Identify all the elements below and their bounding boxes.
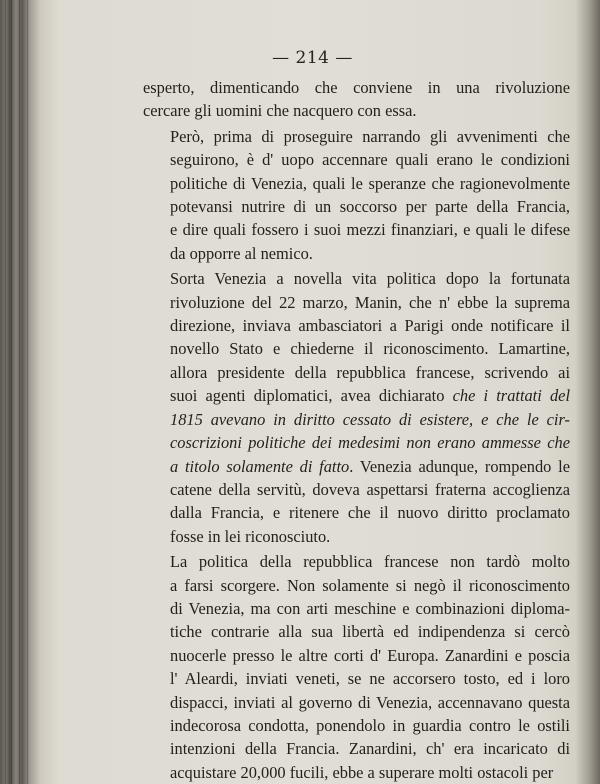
text-line: [143, 99, 570, 122]
text-run: catene della servitù, doveva aspettarsi fraterna accoglienza: [170, 479, 570, 499]
text-run: novello Stato e chiederne il riconoscimento. Lamartine,: [170, 339, 570, 359]
text-line: [143, 714, 570, 737]
text-line: [143, 148, 570, 171]
spine-shadow-line: [27, 0, 28, 784]
text-run: . Venezia adunque, rompendo le: [349, 456, 570, 476]
text-run: Però, prima di proseguire narrando gli avvenimenti che: [170, 126, 570, 146]
text-run: tiche contrarie alla sua libertà ed indipendenza si cercò: [170, 622, 570, 642]
page-number: — 214 —: [272, 48, 353, 68]
text-run: di Venezia, ma con arti meschine e combinazioni diploma-: [170, 598, 570, 618]
text-run: cercare gli uomini che nacquero con essa.: [143, 101, 417, 121]
text-line: [143, 172, 570, 195]
text-run: dispacci, inviati al governo di Venezia, accennavano questa: [170, 692, 570, 712]
text-run: indecorosa condotta, ponendolo in guardia contro le ostili: [170, 715, 570, 735]
text-run: da opporre al nemico.: [170, 243, 313, 263]
book-page: [40, 0, 585, 784]
italic-text-run: a titolo solamente di fatto: [170, 456, 350, 476]
text-run: allora presidente della repubblica francese, scrivendo ai: [170, 362, 570, 382]
text-run: acquistare 20,000 fucili, ebbe a superare molti ostacoli per: [170, 762, 554, 782]
text-line: [143, 384, 570, 407]
text-line: [143, 431, 570, 454]
text-line: [143, 525, 570, 548]
paragraph: [143, 125, 570, 265]
text-run: a farsi scorgere. Non solamente si negò il riconoscimento: [170, 575, 570, 595]
text-run: l' Aleardi, inviati veneti, se ne accorsero tosto, ed i loro: [170, 669, 570, 689]
text-run: e dire quali fossero i suoi mezzi finanziari, e quali le difese: [170, 220, 570, 240]
text-line: [143, 361, 570, 384]
text-line: [143, 337, 570, 360]
text-line: [143, 644, 570, 667]
text-line: [143, 478, 570, 501]
text-line: [143, 267, 570, 290]
text-line: [143, 314, 570, 337]
spine-shadow-line: [5, 0, 6, 784]
paragraph: [143, 550, 570, 784]
text-line: [143, 737, 570, 760]
text-line: [143, 125, 570, 148]
text-line: [143, 691, 570, 714]
text-line: [143, 76, 570, 99]
text-line: [143, 761, 570, 784]
spine-shadow-line: [11, 0, 12, 784]
text-run: seguirono, è d' uopo accennare quali erano le condizioni: [170, 150, 570, 170]
italic-text-run: 1815 avevano in diritto cessato di esistere, e che le cir-: [170, 409, 570, 429]
text-line: [143, 597, 570, 620]
text-run: intenzioni della Francia. Zanardini, ch' era incaricato di: [170, 739, 570, 759]
paragraph: [143, 76, 570, 123]
paragraph: [143, 267, 570, 548]
text-run: esperto, dimenticando che conviene in una rivoluzione: [143, 78, 570, 97]
text-run: La politica della repubblica francese non tardò molto: [170, 552, 570, 572]
text-line: [143, 501, 570, 524]
body-text: [143, 76, 570, 784]
spine-shadow-line: [19, 0, 20, 784]
text-run: politiche di Venezia, quali le speranze che ragionevolmente: [170, 173, 570, 193]
text-run: nuocerle presso le altre corti d' Europa. Zanardini e poscia: [170, 645, 570, 665]
italic-text-run: che i trattati del: [452, 386, 571, 406]
text-line: [143, 291, 570, 314]
text-line: [143, 667, 570, 690]
text-line: [143, 550, 570, 573]
text-run: potevansi nutrire di un soccorso per parte della Francia,: [170, 197, 570, 217]
text-run: suoi agenti diplomatici, avea dichiarato: [170, 386, 453, 406]
text-run: Sorta Venezia a novella vita politica dopo la fortunata: [170, 269, 570, 289]
text-line: [143, 574, 570, 597]
text-run: rivoluzione del 22 marzo, Manin, che n' ebbe la suprema: [170, 292, 570, 312]
text-line: [143, 620, 570, 643]
italic-text-run: coscrizioni politiche dei medesimi non erano ammesse che: [170, 433, 570, 453]
text-run: direzione, inviava ambasciatori a Parigi onde notificare il: [170, 316, 570, 336]
text-run: fosse in lei riconosciuto.: [170, 526, 331, 546]
text-line: [143, 195, 570, 218]
text-line: [143, 218, 570, 241]
text-run: dalla Francia, e ritenere che il nuovo diritto proclamato: [170, 503, 570, 523]
text-line: [143, 408, 570, 431]
text-line: [143, 242, 570, 265]
text-line: [143, 455, 570, 478]
